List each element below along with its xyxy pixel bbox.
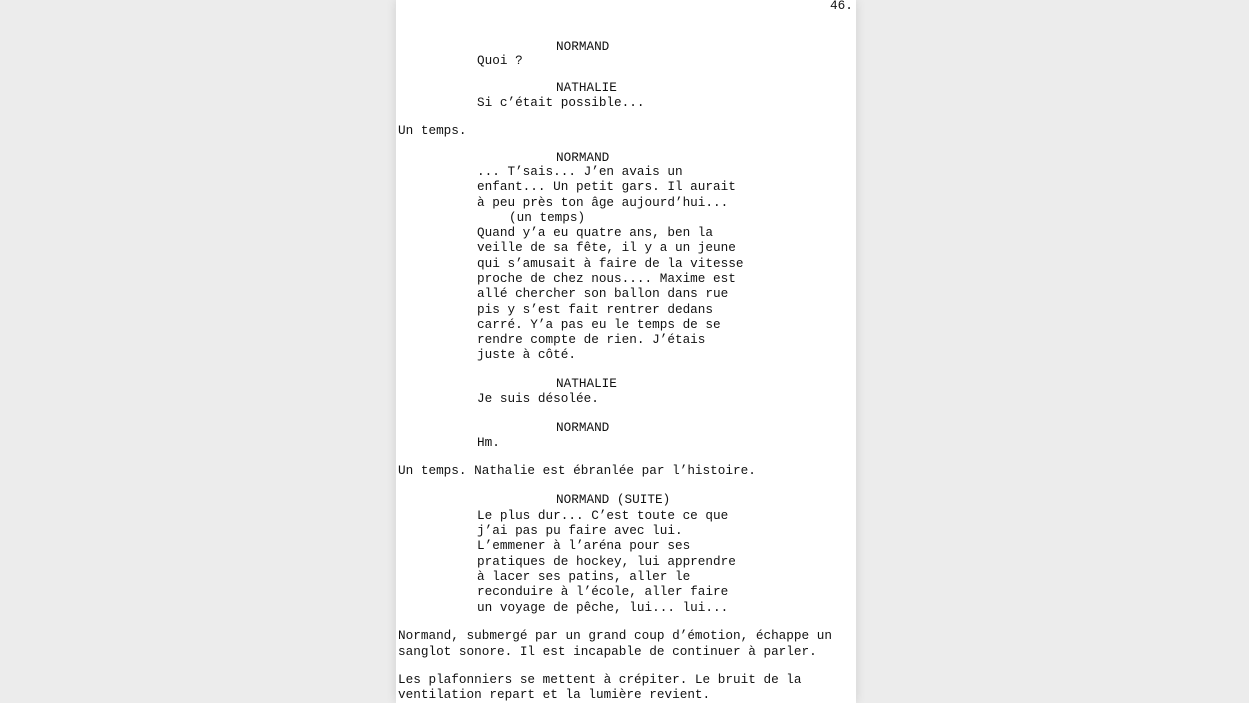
- dialogue-line: un voyage de pêche, lui... lui...: [477, 600, 729, 615]
- character-cue: NATHALIE: [556, 80, 617, 95]
- action-line: Les plafonniers se mettent à crépiter. Le bruit de la: [398, 672, 802, 687]
- dialogue-line: Quoi ?: [477, 53, 523, 68]
- action-line: ventilation repart et la lumière revient.: [398, 687, 711, 702]
- action-line: sanglot sonore. Il est incapable de continuer à parler.: [398, 644, 817, 659]
- dialogue-line: proche de chez nous.... Maxime est: [477, 271, 736, 286]
- dialogue-line: Hm.: [477, 435, 500, 450]
- dialogue-line: à peu près ton âge aujourd’hui...: [477, 195, 729, 210]
- character-cue: NATHALIE: [556, 376, 617, 391]
- page-number: 46.: [830, 0, 853, 13]
- dialogue-line: Le plus dur... C’est toute ce que: [477, 508, 729, 523]
- dialogue-line: allé chercher son ballon dans rue: [477, 286, 729, 301]
- action-line: Un temps.: [398, 123, 467, 138]
- dialogue-line: juste à côté.: [477, 347, 576, 362]
- dialogue-line: ... T’sais... J’en avais un: [477, 164, 683, 179]
- character-cue: NORMAND: [556, 39, 610, 54]
- dialogue-line: j’ai pas pu faire avec lui.: [477, 523, 683, 538]
- dialogue-line: Je suis désolée.: [477, 391, 599, 406]
- dialogue-line: Quand y’a eu quatre ans, ben la: [477, 225, 714, 240]
- dialogue-line: Si c’était possible...: [477, 95, 645, 110]
- action-line: Un temps. Nathalie est ébranlée par l’histoire.: [398, 463, 756, 478]
- screenplay-page: [396, 0, 856, 703]
- parenthetical: (un temps): [509, 210, 586, 225]
- character-cue: NORMAND: [556, 150, 610, 165]
- dialogue-line: pratiques de hockey, lui apprendre: [477, 554, 736, 569]
- character-cue: NORMAND: [556, 420, 610, 435]
- dialogue-line: enfant... Un petit gars. Il aurait: [477, 179, 736, 194]
- dialogue-line: veille de sa fête, il y a un jeune: [477, 240, 736, 255]
- dialogue-line: à lacer ses patins, aller le: [477, 569, 691, 584]
- action-line: Normand, submergé par un grand coup d’émotion, échappe un: [398, 628, 832, 643]
- dialogue-line: carré. Y’a pas eu le temps de se: [477, 317, 721, 332]
- dialogue-line: rendre compte de rien. J’étais: [477, 332, 706, 347]
- dialogue-line: qui s’amusait à faire de la vitesse: [477, 256, 744, 271]
- character-cue: NORMAND (SUITE): [556, 492, 671, 507]
- dialogue-line: reconduire à l’école, aller faire: [477, 584, 729, 599]
- dialogue-line: L’emmener à l’aréna pour ses: [477, 538, 691, 553]
- dialogue-line: pis y s’est fait rentrer dedans: [477, 302, 714, 317]
